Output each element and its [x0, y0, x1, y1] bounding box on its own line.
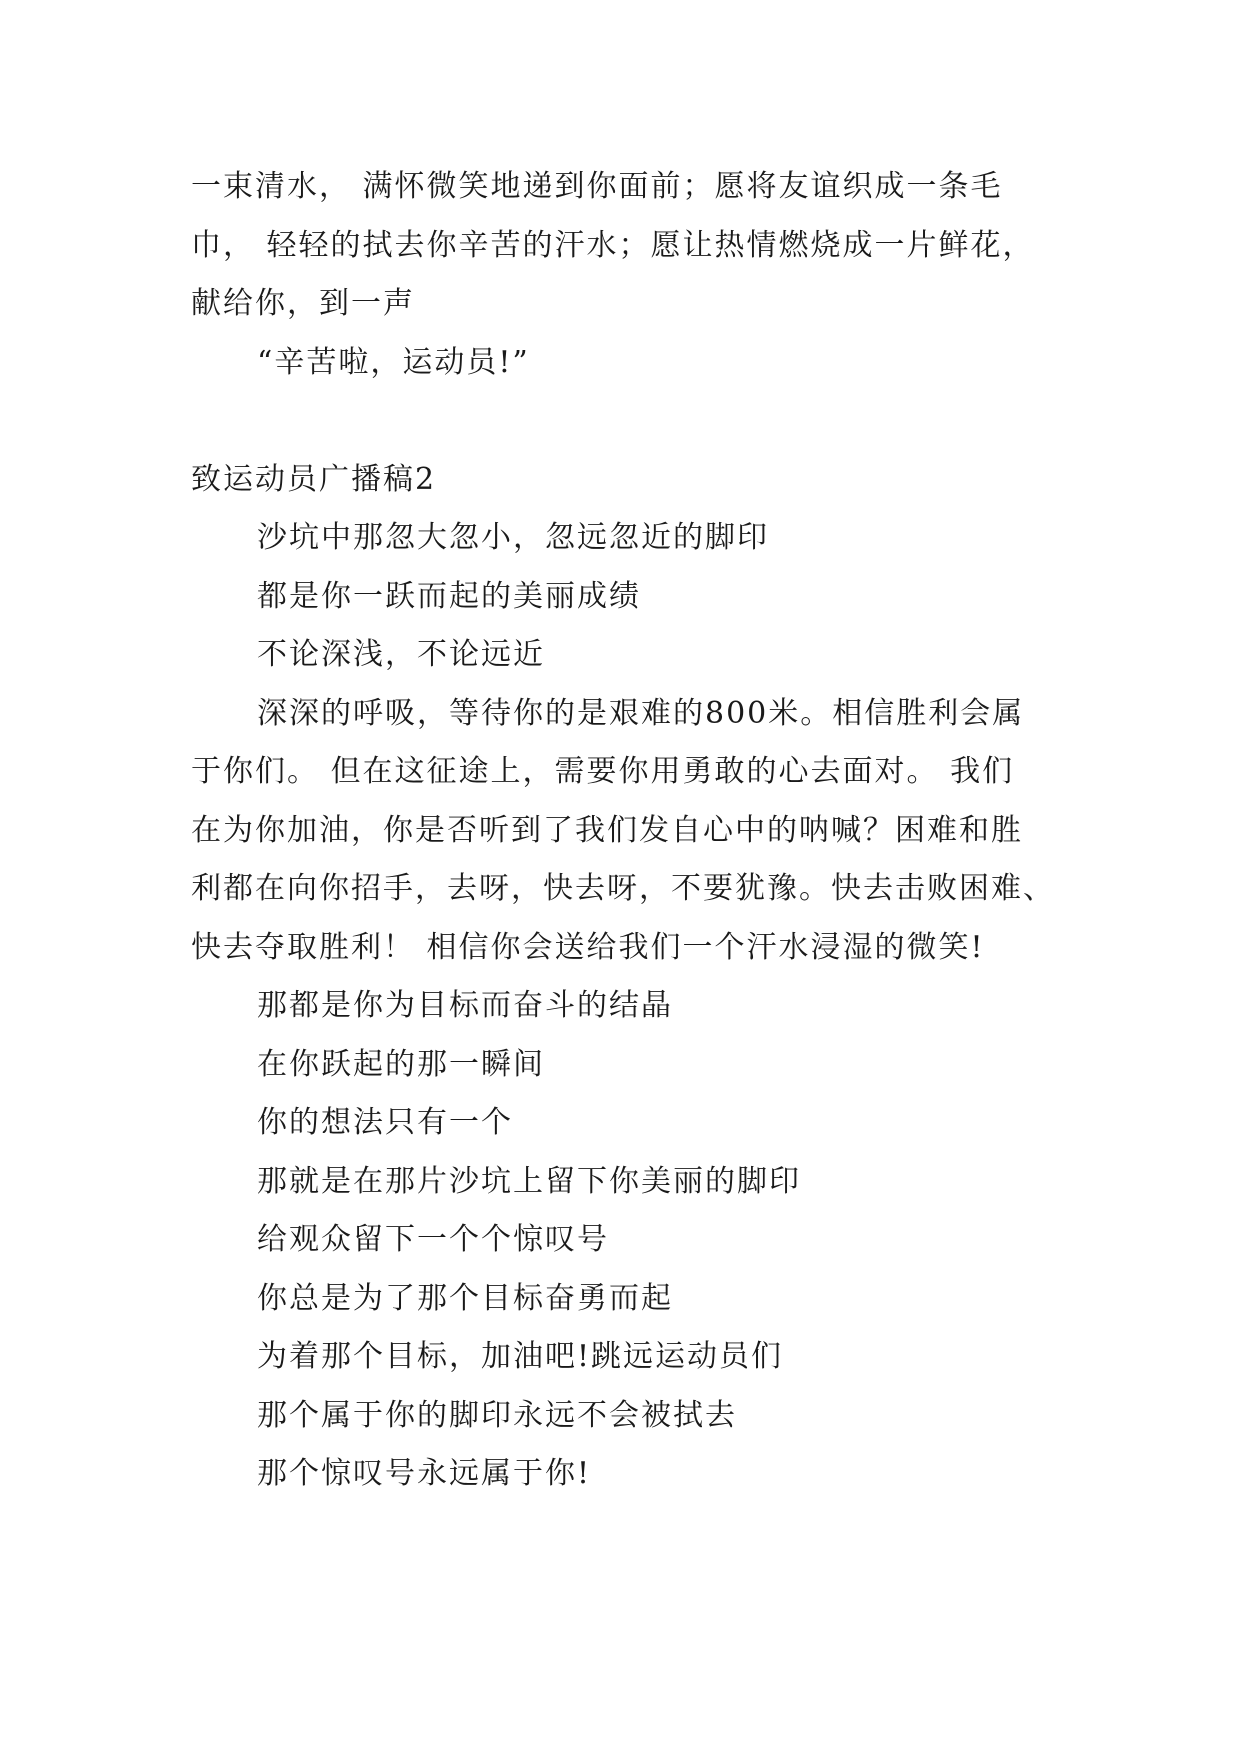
- poem-line: 不论深浅，不论远近: [257, 637, 545, 672]
- intro-quote: “辛苦啦，运动员!”: [257, 344, 530, 380]
- poem-line: 沙坑中那忽大忽小，忽远忽近的脚印: [257, 520, 769, 555]
- intro-line: 献给你，到一声: [191, 286, 415, 321]
- poem-line: 你的想法只有一个: [257, 1105, 513, 1140]
- poem-line: 那个惊叹号永远属于你!: [257, 1456, 592, 1491]
- section-title: 致运动员广播稿2: [191, 461, 437, 497]
- paragraph-line: 利都在向你招手，去呀，快去呀，不要犹豫。快去击败困难、: [191, 871, 1055, 906]
- poem-line: 那都是你为目标而奋斗的结晶: [257, 988, 673, 1023]
- paragraph-line: 于你们。 但在这征途上，需要你用勇敢的心去面对。 我们: [191, 754, 1015, 789]
- paragraph-line: 快去夺取胜利！ 相信你会送给我们一个汗水浸湿的微笑!: [191, 929, 985, 965]
- poem-line: 那个属于你的脚印永远不会被拭去: [257, 1397, 737, 1433]
- poem-line: 给观众留下一个个惊叹号: [257, 1222, 609, 1257]
- poem-line: 你总是为了那个目标奋勇而起: [257, 1280, 673, 1316]
- section-gap: [191, 392, 1071, 451]
- poem-line: 都是你一跃而起的美丽成绩: [257, 578, 641, 614]
- paragraph-line: 深深的呼吸，等待你的是艰难的800米。相信胜利会属: [257, 695, 1025, 731]
- poem-line: 那就是在那片沙坑上留下你美丽的脚印: [257, 1163, 801, 1199]
- intro-line: 巾， 轻轻的拭去你辛苦的汗水；愿让热情燃烧成一片鲜花，: [191, 227, 1035, 263]
- poem-line: 为着那个目标，加油吧!跳远运动员们: [257, 1339, 784, 1374]
- intro-line: 一束清水， 满怀微笑地递到你面前；愿将友谊织成一条毛: [191, 169, 1003, 204]
- document-body: [191, 158, 1071, 1504]
- paragraph-line: 在为你加油，你是否听到了我们发自心中的呐喊？困难和胜: [191, 812, 1023, 848]
- poem-line: 在你跃起的那一瞬间: [257, 1046, 545, 1082]
